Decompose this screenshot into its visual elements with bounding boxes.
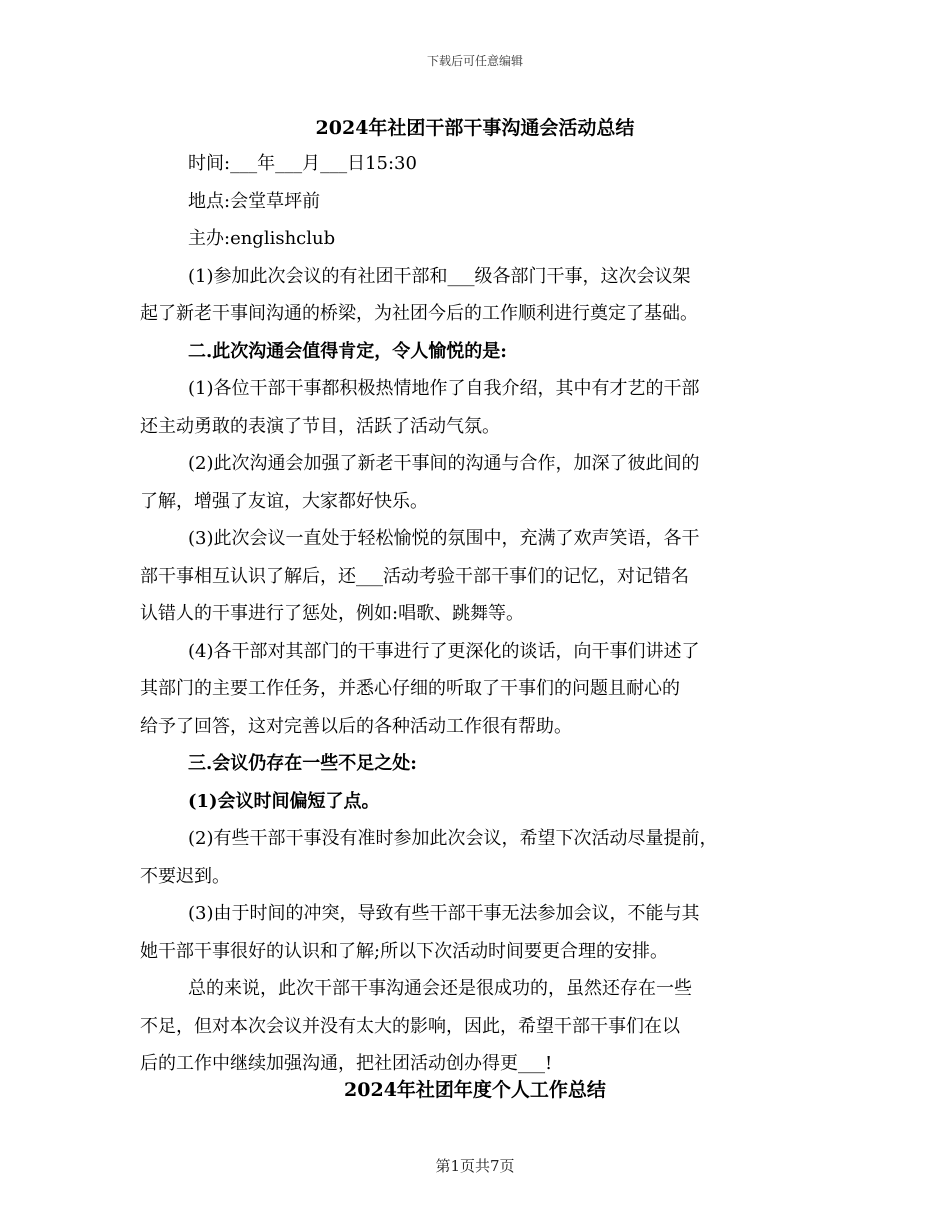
paragraph — [140, 370, 820, 445]
document-body — [140, 145, 820, 1083]
paragraph-line: 给予了回答，这对完善以后的各种活动工作很有帮助。 — [140, 715, 572, 737]
paragraph-line: 三.会议仍存在一些不足之处: — [188, 753, 417, 774]
paragraph — [140, 145, 820, 183]
paragraph-line: (2)此次沟通会加强了新老干事间的沟通与合作，加深了彼此间的 — [188, 453, 700, 474]
paragraph-line: 二.此次沟通会值得肯定，令人愉悦的是: — [188, 340, 507, 362]
paragraph — [140, 970, 820, 1083]
paragraph-line: 其部门的主要工作任务，并悉心仔细的听取了干事们的问题且耐心的 — [140, 678, 680, 699]
paragraph-line: (4)各干部对其部门的干事进行了更深化的谈话，向干事们讲述了 — [188, 640, 700, 662]
paragraph — [140, 895, 820, 970]
paragraph-line: (1)会议时间偏短了点。 — [188, 790, 380, 812]
paragraph-line: 后的工作中继续加强沟通，把社团活动创办得更___! — [140, 1053, 553, 1074]
paragraph-line: 认错人的干事进行了惩处，例如:唱歌、跳舞等。 — [140, 603, 525, 624]
paragraph-line: 时间:___年___月___日15:30 — [188, 153, 417, 174]
paragraph — [140, 333, 820, 371]
paragraph-line: 她干部干事很好的认识和了解;所以下次活动时间要更合理的安排。 — [140, 940, 669, 962]
paragraph-line: (1)参加此次会议的有社团干部和___级各部门干事，这次会议架 — [188, 265, 691, 287]
paragraph-line: 起了新老干事间沟通的桥梁，为社团今后的工作顺利进行奠定了基础。 — [140, 303, 698, 324]
paragraph — [140, 445, 820, 520]
paragraph — [140, 220, 820, 258]
paragraph — [140, 258, 820, 333]
paragraph-line: (2)有些干部干事没有准时参加此次会议，希望下次活动尽量提前， — [188, 828, 718, 849]
paragraph-line: 不足，但对本次会议并没有太大的影响，因此，希望干部干事们在以 — [140, 1015, 680, 1037]
paragraph — [140, 183, 820, 221]
paragraph — [140, 745, 820, 783]
paragraph-line: 还主动勇敢的表演了节目，活跃了活动气氛。 — [140, 415, 500, 437]
page-header: 下载后可任意编辑 — [426, 54, 523, 68]
paragraph-line: (3)此次会议一直处于轻松愉悦的氛围中，充满了欢声笑语，各干 — [188, 528, 700, 549]
paragraph-line: 不要迟到。 — [140, 865, 230, 887]
paragraph-line: 部干事相互认识了解后，还___活动考验干部干事们的记忆，对记错名 — [140, 565, 689, 587]
paragraph-line: (1)各位干部干事都积极热情地作了自我介绍，其中有才艺的干部 — [188, 378, 700, 399]
paragraph-line: 主办:englishclub — [188, 228, 336, 249]
paragraph-line: (3)由于时间的冲突，导致有些干部干事无法参加会议，不能与其 — [188, 903, 700, 924]
page-footer: 第1页共7页 — [435, 1157, 515, 1175]
paragraph — [140, 820, 820, 895]
paragraph — [140, 783, 820, 821]
next-section-title: 2024年社团年度个人工作总结 — [344, 1079, 606, 1101]
paragraph — [140, 520, 820, 633]
document-title: 2024年社团干部干事沟通会活动总结 — [315, 117, 635, 139]
paragraph-line: 地点:会堂草坪前 — [188, 190, 321, 212]
paragraph — [140, 633, 820, 746]
paragraph-line: 了解，增强了友谊，大家都好快乐。 — [140, 490, 428, 512]
paragraph-line: 总的来说，此次干部干事沟通会还是很成功的，虽然还存在一些 — [188, 978, 692, 999]
